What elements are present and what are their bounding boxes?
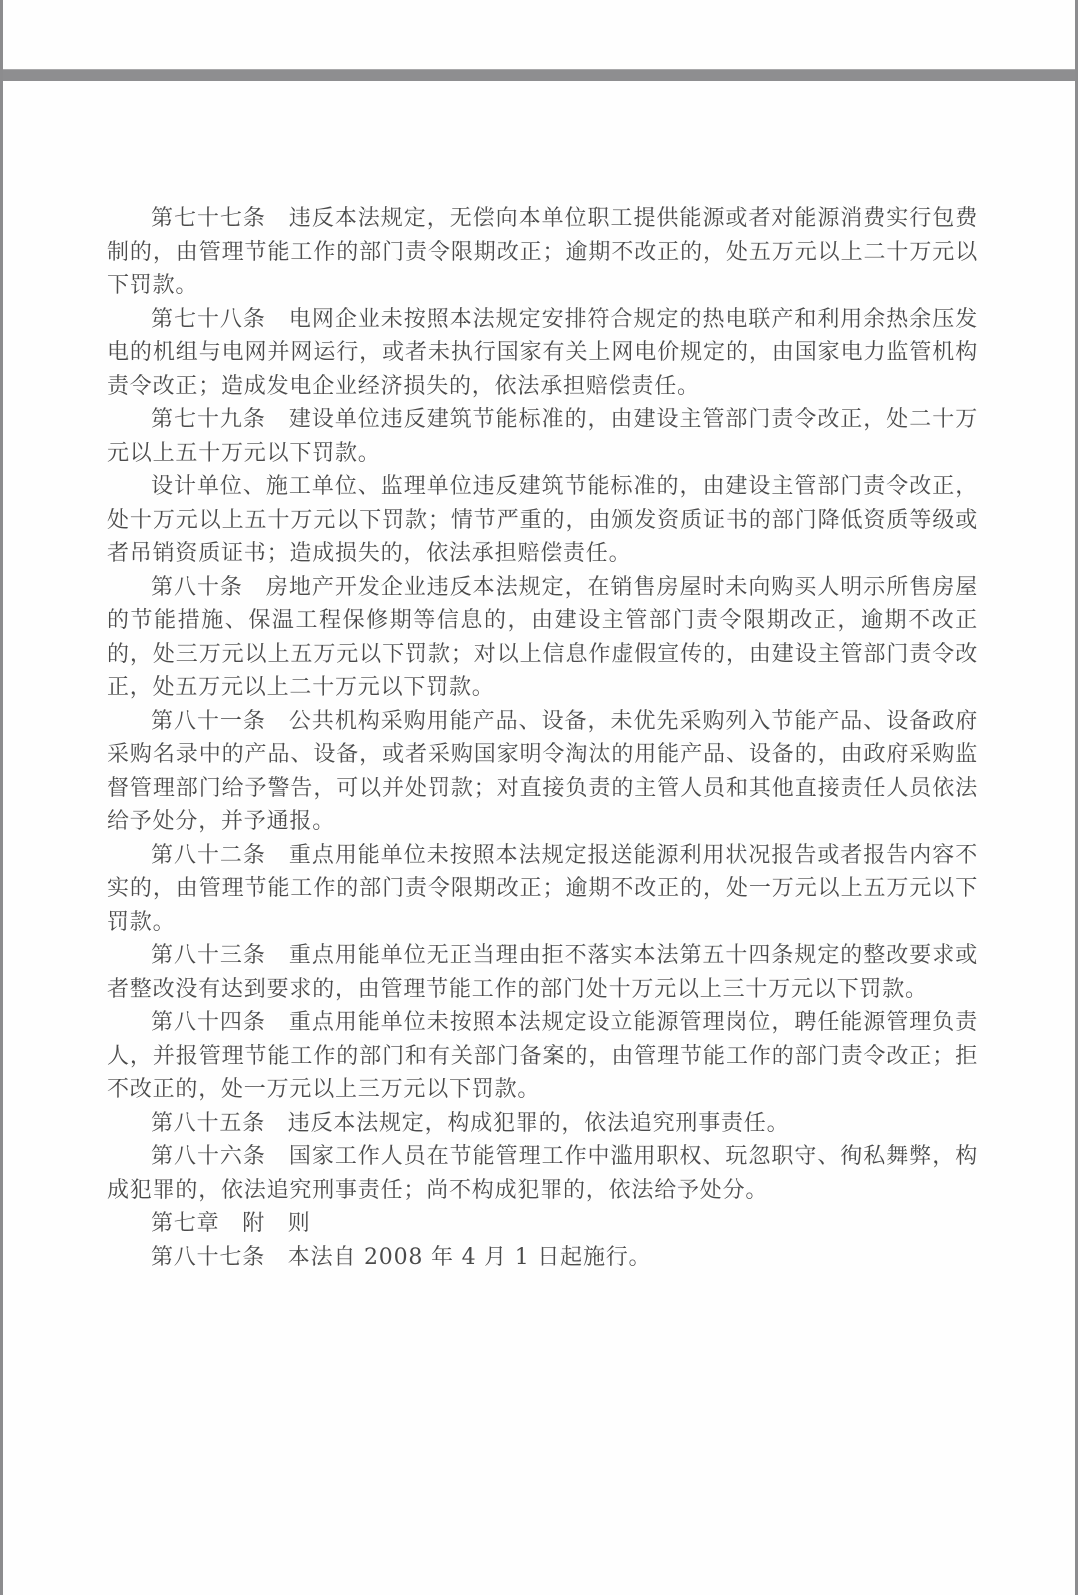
page-left-edge-line xyxy=(0,0,3,1595)
law-paragraph: 设计单位、施工单位、监理单位违反建筑节能标准的，由建设主管部门责令改正，处十万元以上五十万元以下罚款；情节严重的，由颁发资质证书的部门降低资质等级或者吊销资质证书；造成损失的，依法承担赔偿责任。 xyxy=(107,474,978,566)
law-paragraph: 第八十二条 重点用能单位未按照本法规定报送能源利用状况报告或者报告内容不实的，由管理节能工作的部门责令限期改正；逾期不改正的，处一万元以上五万元以下罚款。 xyxy=(107,842,978,935)
law-paragraph: 第八十三条 重点用能单位无正当理由拒不落实本法第五十四条规定的整改要求或者整改没有达到要求的，由管理节能工作的部门处十万元以上三十万元以下罚款。 xyxy=(107,943,978,1002)
law-paragraph: 第八十七条 本法自 2008 年 4 月 1 日起施行。 xyxy=(151,1244,652,1270)
law-paragraph: 第七章 附 则 xyxy=(151,1211,311,1236)
law-paragraph: 第八十四条 重点用能单位未按照本法规定设立能源管理岗位，聘任能源管理负责人，并报管理节能工作的部门和有关部门备案的，由管理节能工作的部门责令改正；拒不改正的，处一万元以上三万元以下罚款。 xyxy=(107,1010,978,1102)
page-right-edge-line xyxy=(1075,0,1078,1595)
law-paragraph: 第七十九条 建设单位违反建筑节能标准的，由建设主管部门责令改正，处二十万元以上五十万元以下罚款。 xyxy=(107,407,978,466)
law-paragraph: 第八十一条 公共机构采购用能产品、设备，未优先采购列入节能产品、设备政府采购名录中的产品、设备，或者采购国家明令淘汰的用能产品、设备的，由政府采购监督管理部门给予警告，可以并处罚款；对直接负责的主管人员和其他直接责任人员依法给予处分，并予通报。 xyxy=(107,708,978,834)
page-gap-separator xyxy=(0,69,1077,81)
law-paragraph: 第七十七条 违反本法规定，无偿向本单位职工提供能源或者对能源消费实行包费制的，由管理节能工作的部门责令限期改正；逾期不改正的，处五万元以上二十万元以下罚款。 xyxy=(107,206,978,298)
law-paragraph: 第八十六条 国家工作人员在节能管理工作中滥用职权、玩忽职守、徇私舞弊，构成犯罪的，依法追究刑事责任；尚不构成犯罪的，依法给予处分。 xyxy=(107,1144,978,1203)
law-paragraph: 第八十条 房地产开发企业违反本法规定，在销售房屋时未向购买人明示所售房屋的节能措施、保温工程保修期等信息的，由建设主管部门责令限期改正，逾期不改正的，处三万元以上五万元以下罚款；对以上信息作虚假宣传的，由建设主管部门责令改正，处五万元以上二十万元以下罚款。 xyxy=(107,574,978,700)
law-text-block xyxy=(107,202,978,1274)
law-paragraph: 第七十八条 电网企业未按照本法规定安排符合规定的热电联产和利用余热余压发电的机组与电网并网运行，或者未执行国家有关上网电价规定的，由国家电力监管机构责令改正；造成发电企业经济损失的，依法承担赔偿责任。 xyxy=(107,306,978,399)
law-paragraph: 第八十五条 违反本法规定，构成犯罪的，依法追究刑事责任。 xyxy=(151,1110,790,1136)
document-page xyxy=(3,81,1075,1595)
previous-page-bottom xyxy=(3,0,1075,69)
